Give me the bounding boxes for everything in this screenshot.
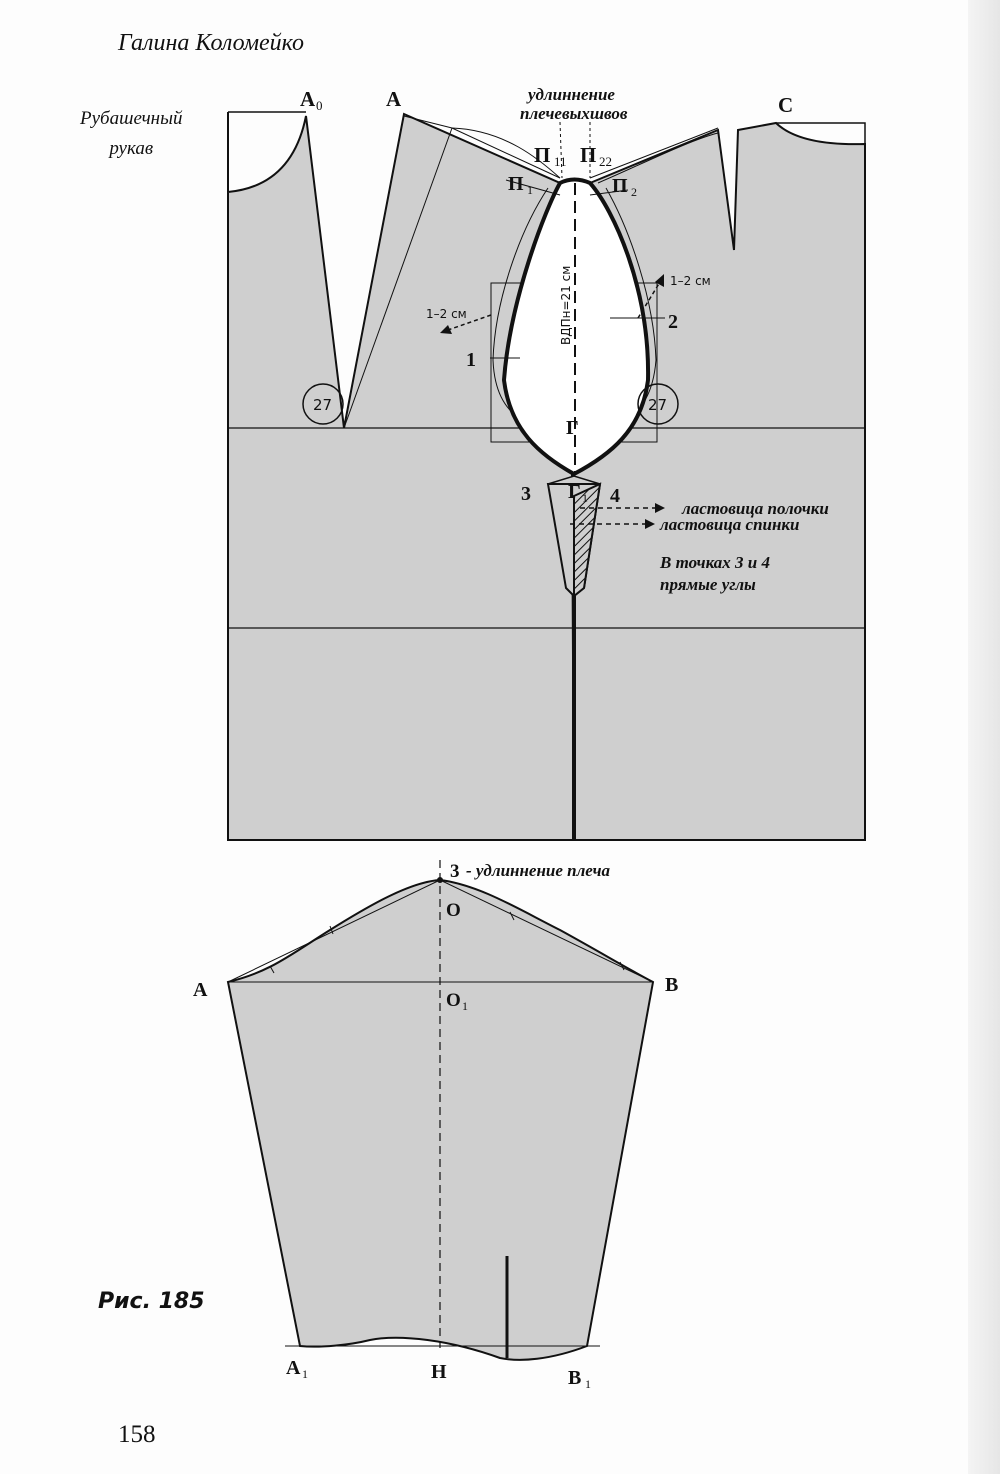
circle-label-left: 27 [313,396,333,414]
sleeve-draft [228,860,653,1360]
label-4: 4 [610,485,620,507]
label-p11: П [534,143,551,167]
label-p22: П [580,143,597,167]
sleeve-label-b1-sub: 1 [585,1377,591,1391]
circle-label-right: 27 [648,396,668,414]
note-offset-right: 1–2 см [670,274,711,288]
page-number: 158 [118,1421,156,1448]
note-offset-left: 1–2 см [426,307,467,321]
sleeve-label-b: В [665,974,679,996]
bodice-back-piece [228,112,574,840]
sleeve-label-a1-sub: 1 [302,1367,308,1381]
label-1: 1 [466,349,476,371]
label-a0: А [300,87,316,111]
label-a0-sub: 0 [316,98,323,113]
label-p22-sub: 22 [599,154,612,169]
label-p2: П [612,175,628,197]
label-p11-sub: 11 [554,154,567,169]
author-header: Галина Коломейко [118,30,304,56]
sleeve-label-o1-sub: 1 [462,999,468,1013]
label-c: С [778,93,794,117]
note-armhole-depth: ВДПн=21 см [559,265,573,345]
label-g1-sub: 1 [582,491,588,505]
label-g: Г [566,417,579,439]
label-2: 2 [668,311,678,333]
sleeve-label-3: 3 [450,861,460,882]
label-p1: П [508,173,524,195]
sleeve-label-a1: А [286,1357,301,1379]
side-title-line1: Рубашечный [80,108,183,129]
sleeve-note-3: - удлиннение плеча [466,861,611,880]
bodice-draft [228,112,865,840]
sleeve-label-o: О [446,900,461,921]
note-extension-2: плечевыхшвов [520,104,628,123]
label-p1-sub: 1 [527,183,533,197]
sleeve-label-o1: О [446,990,461,1011]
side-title-line2: рукав [109,138,154,159]
note-gusset-back: ластовица спинки [660,515,800,534]
label-a: А [386,87,402,111]
note-extension-1: удлиннение [528,85,615,104]
figure-caption: Рис. 185 [98,1289,205,1314]
label-g1: Г [568,481,581,503]
sleeve-label-h: Н [431,1361,447,1383]
note-right-angles-1: В точках 3 и 4 [660,553,770,572]
note-gusset-front: ластовица полочки [682,499,829,518]
label-p2-sub: 2 [631,185,637,199]
note-right-angles-2: прямые углы [660,575,756,594]
sleeve-label-b1: В [568,1367,582,1389]
label-3: 3 [521,483,531,505]
sleeve-label-a: А [193,979,208,1001]
